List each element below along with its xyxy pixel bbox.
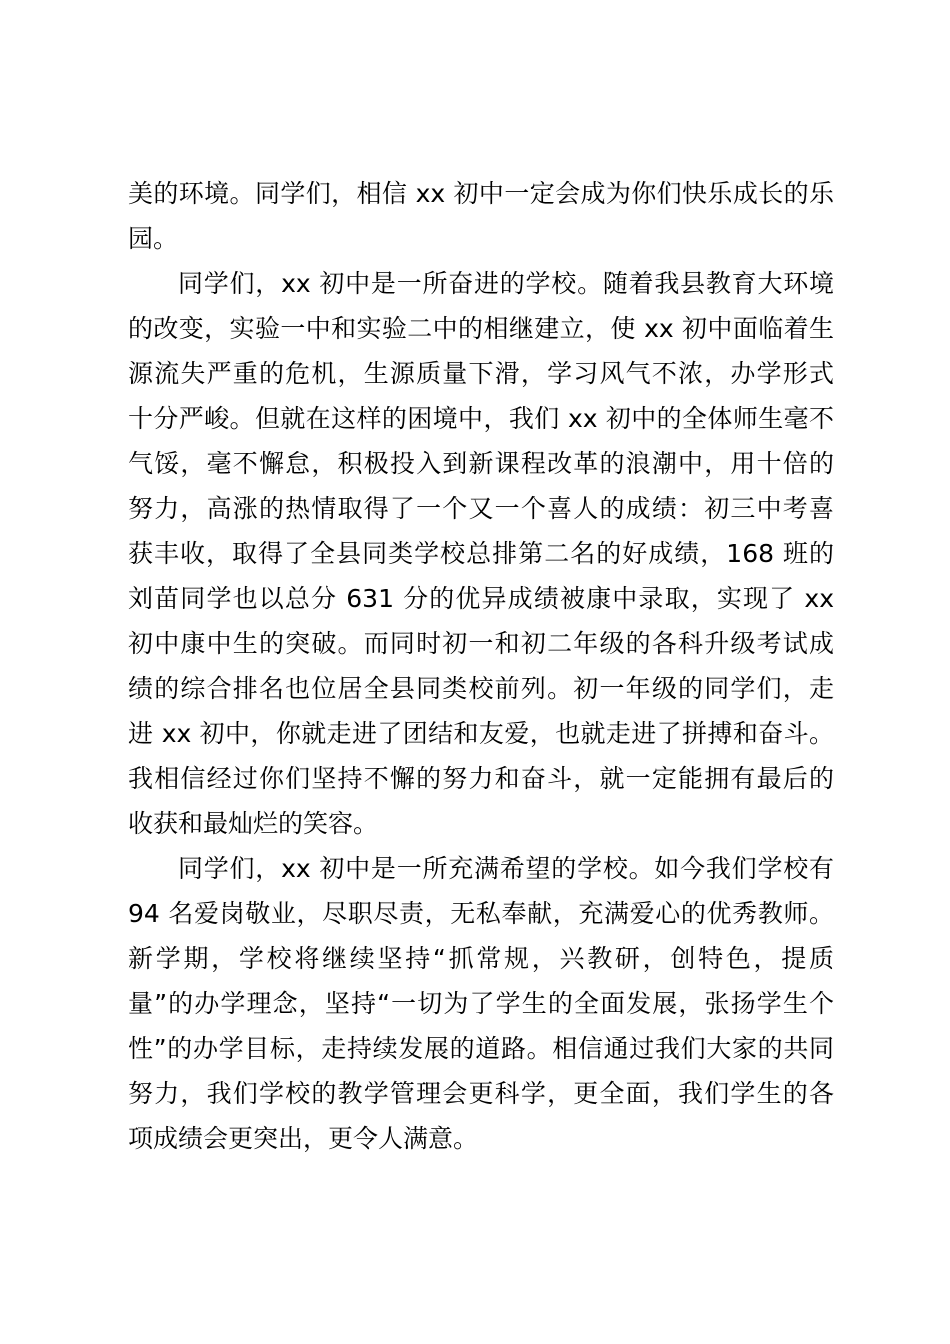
text-line: 进 xx 初中，你就走进了团结和友爱，也就走进了拼搏和奋斗。 (128, 719, 834, 748)
text-line: 绩的综合排名也位居全县同类校前列。初一年级的同学们，走 (128, 674, 834, 703)
text-line: 美的环境。同学们，相信 xx 初中一定会成为你们快乐成长的乐 (128, 179, 834, 208)
text-line: 源流失严重的危机，生源质量下滑，学习风气不浓，办学形式 (128, 359, 834, 388)
text-line: 刘苗同学也以总分 631 分的优异成绩被康中录取，实现了 xx (128, 584, 834, 613)
paragraph-first-line: 同学们，xx 初中是一所充满希望的学校。如今我们学校有 (178, 854, 834, 883)
text-line: 量”的办学理念，坚持“一切为了学生的全面发展，张扬学生个 (128, 989, 834, 1018)
text-line: 的改变，实验一中和实验二中的相继建立，使 xx 初中面临着生 (128, 314, 834, 343)
text-line: 获丰收，取得了全县同类学校总排第二名的好成绩，168 班的 (128, 539, 834, 568)
text-line: 园。 (128, 224, 179, 253)
text-line: 94 名爱岗敬业，尽职尽责，无私奉献，充满爱心的优秀教师。 (128, 899, 834, 928)
text-line: 项成绩会更突出，更令人满意。 (128, 1124, 479, 1153)
paragraph-first-line: 同学们，xx 初中是一所奋进的学校。随着我县教育大环境 (178, 269, 834, 298)
text-line: 性”的办学目标，走持续发展的道路。相信通过我们大家的共同 (128, 1034, 834, 1063)
text-line: 努力，我们学校的教学管理会更科学，更全面，我们学生的各 (128, 1079, 834, 1108)
text-line: 十分严峻。但就在这样的困境中，我们 xx 初中的全体师生毫不 (128, 404, 834, 433)
text-line: 我相信经过你们坚持不懈的努力和奋斗，就一定能拥有最后的 (128, 764, 834, 793)
text-line: 初中康中生的突破。而同时初一和初二年级的各科升级考试成 (128, 629, 834, 658)
text-line: 新学期，学校将继续坚持“抓常规，兴教研，创特色，提质 (128, 944, 834, 973)
text-line: 收获和最灿烂的笑容。 (128, 809, 379, 838)
text-line: 气馁，毫不懈怠，积极投入到新课程改革的浪潮中，用十倍的 (128, 449, 834, 478)
text-line: 努力，高涨的热情取得了一个又一个喜人的成绩：初三中考喜 (128, 494, 834, 523)
